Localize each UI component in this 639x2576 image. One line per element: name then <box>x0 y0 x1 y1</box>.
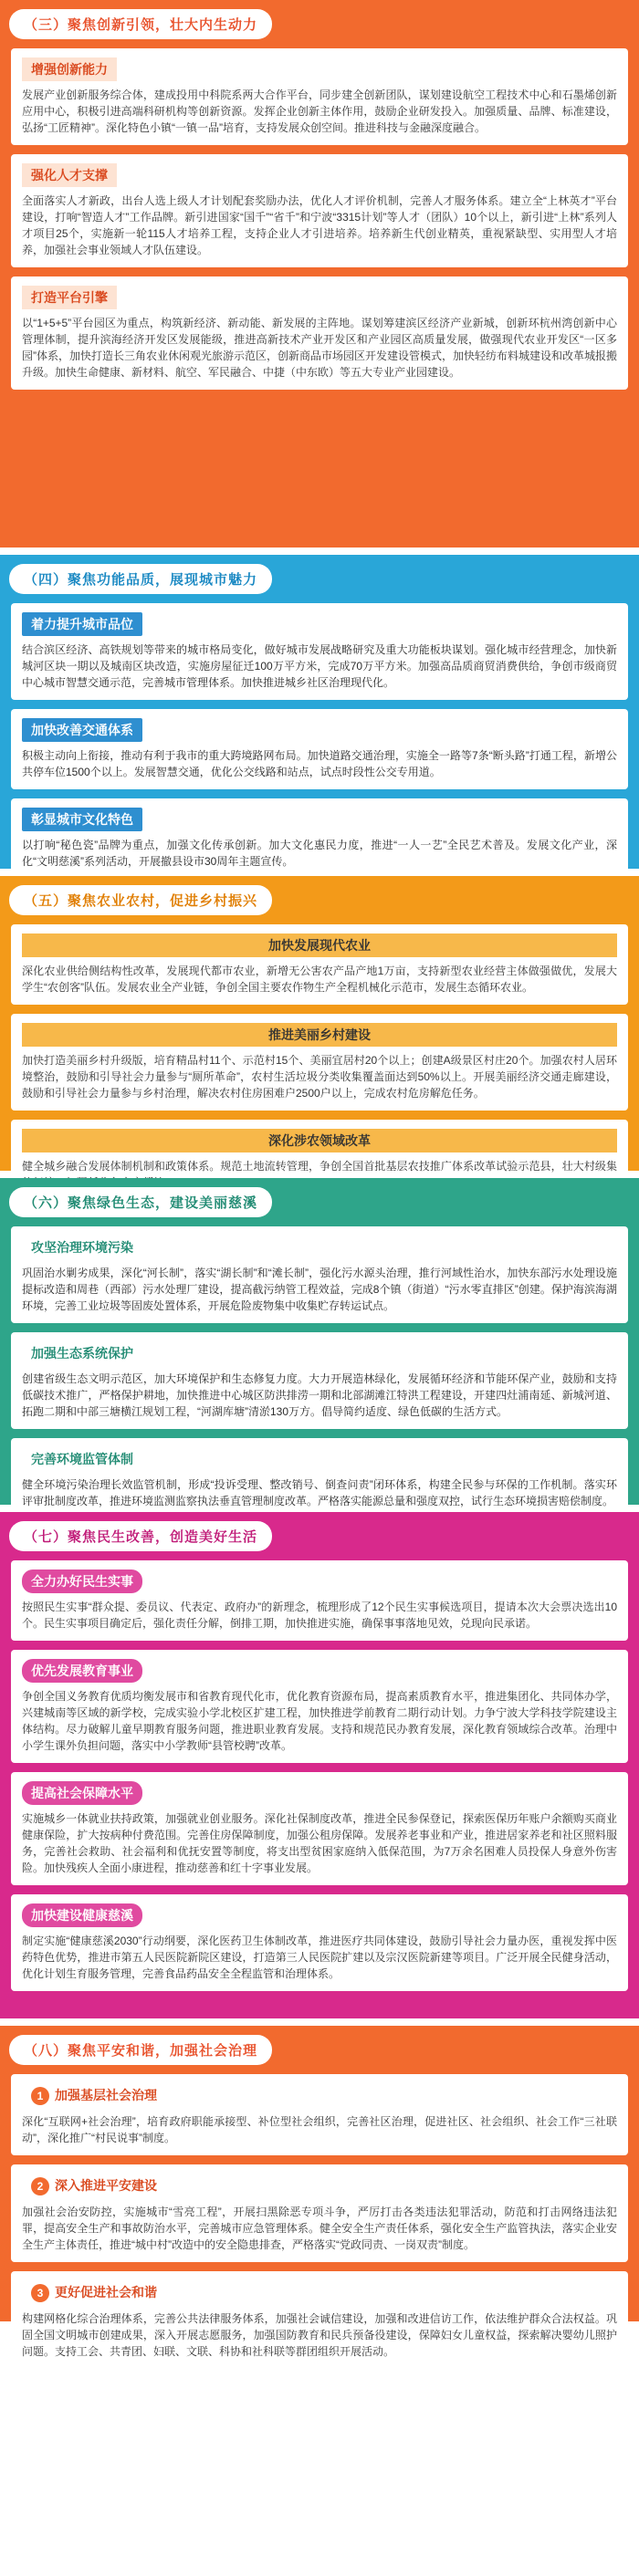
subheading-label: 加强基层社会治理 <box>55 2088 157 2102</box>
content-card <box>11 798 628 879</box>
content-card <box>11 2164 628 2262</box>
content-card <box>11 1894 628 1991</box>
number-badge: 2 <box>31 2177 49 2195</box>
paragraph: 争创全国义务教育优质均衡发展市和省教育现代化市，优化教育资源布局，提高素质教育水平，推进集团化、共同体办学，兴建城南等区域的新学校，完成实验小学北校区扩建工程，加快推进学前教育二期行动计划。力争宁波大学科技学院建设主体结构。尽力破解儿童早期教育服务问题，推进职业教育发展。支持和规范民办教育发展，深化教育领域综合改革。治理中小学生课外负担问题，落实中小学教师“县管校聘”改革。 <box>22 1690 617 1752</box>
paragraph: 创建省级生态文明示范区，加大环境保护和生态修复力度。大力开展造林绿化，发展循环经济和节能环保产业，鼓励和支持低碳技术推广，严格保护耕地，加快推进中心城区防洪排涝一期和北部湖滩江特洪工程建设，开建四灶浦南延、新城河道、拓跑二期和中部三塘横江规划工程，“河湖库塘”清淤130万方。倡导简约适度、绿色低碳的生活方式。 <box>22 1372 617 1418</box>
ribbon-heading: 深化涉农领域改革 <box>22 1129 617 1152</box>
paragraph: 构建网格化综合治理体系，完善公共法律服务体系，加强社会诚信建设，加强和改进信访工作，依法维护群众合法权益。巩固全国文明城市创建成果，深入开展志愿服务，加强国防教育和民兵预备役建设，保障妇女儿童权益，探索解决婴幼儿照护问题。支持工会、共青团、妇联、文联、科协和社科联等群团组织开展活动。 <box>22 2312 617 2358</box>
subheading: 增强创新能力 <box>22 57 117 81</box>
paragraph: 巩固治水剿劣成果，深化“河长制”，落实“湖长制”和“滩长制”，强化污水源头治理，推行河域性治水，加快东部污水处理设施提标改造和周巷（西部）污水处理厂建设，提高截污纳管工程效益，完成8个镇（街道）“污水零直排区”创建。保护海滨海湖环境，完善工业垃圾等固废处置体系，开展危险废物集中收集贮存转运试点。 <box>22 1267 617 1312</box>
paragraph: 深化农业供给侧结构性改革，发展现代都市农业，新增无公害农产品产地1万亩，支持新型农业经营主体做强做优，发展大学生“农创客”队伍。发展农业全产业链，争创全国主要农作物生产全程机械化示范市，发展生态循环农业。 <box>22 965 617 994</box>
content-card <box>11 1226 628 1323</box>
paragraph: 健全环境污染治理长效监管机制，形成“投诉受理、整改销号、倒查问责”闭环体系，构建全民参与环保的工作机制。落实环评审批制度改革，推进环境监测监察执法垂直管理制度改革。严格落实能源总量和强度双控，试行生态环境损害赔偿制度。 <box>22 1478 617 1507</box>
section-title: （八）聚焦平安和谐，加强社会治理 <box>9 2035 272 2065</box>
content-card <box>11 709 628 789</box>
section-title: （六）聚焦绿色生态，建设美丽慈溪 <box>9 1187 272 1217</box>
content-card <box>11 1650 628 1763</box>
section-title: （四）聚焦功能品质，展现城市魅力 <box>9 564 272 594</box>
content-card <box>11 1014 628 1111</box>
subheading: 完善环境监管体制 <box>31 1452 133 1466</box>
paragraph: 发展产业创新服务综合体，建成投用中科院系两大合作平台，同步建全创新团队，谋划建设航空工程技术中心和石墨烯创新应用中心，积极引进高端科研机构等创新资源。发挥企业创新主体作用，鼓励企业研发投入。加强质量、品牌、标准建设，弘扬“工匠精神”。深化特色小镇“一镇一品”培育，支持发展众创空间。推进科技与金融深度融合。 <box>22 89 617 134</box>
subheading: 全力办好民生实事 <box>22 1570 142 1593</box>
paragraph: 深化“互联网+社会治理”，培育政府职能承接型、补位型社会组织，完善社区治理，促进社区、社会组织、社会工作“三社联动”，深化推广“村民说事”制度。 <box>22 2115 617 2144</box>
paragraph: 全面落实人才新政，出台人选上级人才计划配套奖励办法，优化人才评价机制，完善人才服务体系。建立全“上林英才”平台建设，打响“智造人才”工作品牌。新引进国家“国千”“省千”和宁波“3315计划”等人才（团队）10个以上，新引进“上林”系列人才项目25个，实施新一轮115人才培养工程，支持企业人才引进培养。培养新生代创业精英，重视紧缺型、实用型人才培养，加强社会事业领域人才队伍建设。 <box>22 194 617 256</box>
paragraph: 结合滨区经济、高铁规划等带来的城市格局变化，做好城市发展战略研究及重大功能板块谋划。强化城市经营理念，加快新城河区块一期以及城南区块改造，实施房屋征迁100万平方米，完成70万平方米。加强高品质商贸消费供给，争创市级商贸中心城市智慧交通示范，完善城市管理体系。加快推进城乡社区治理现代化。 <box>22 643 617 689</box>
paragraph: 健全城乡融合发展体制机制和政策体系。规范土地流转管理，争创全国首批基层农技推广体系改革试验示范县，壮大村级集 <box>22 1160 617 1173</box>
subheading: 加强生态系统保护 <box>31 1346 133 1361</box>
content-card <box>11 603 628 700</box>
subheading: 加快建设健康慈溪 <box>22 1903 142 1927</box>
subheading <box>22 2174 166 2198</box>
ribbon-heading: 推进美丽乡村建设 <box>22 1023 617 1047</box>
content-card <box>11 1438 628 1518</box>
paragraph: 加强社会治安防控，实施城市“雪亮工程”，开展扫黑除恶专项斗争，严厉打击各类违法犯罪活动，防范和打击网络违法犯罪，提高安全生产和事故防治水平，完善城市应急管理体系。健全安全生产责任体系，强化安全生产监管执法，落实企业安全生产主体责任，推进“城中村”改造中的安全隐患排查，严格落实“党政同责、一岗双责”制度。 <box>22 2206 617 2251</box>
paragraph: 按照民生实事“群众提、委员议、代表定、政府办”的新理念，梳理形成了12个民生实事候选项目，提请本次大会票决选出10个。民生实事项目确定后，强化责任分解，倒排工期，加快推进实施，确保事事落地见效，兑现向民承诺。 <box>22 1601 617 1630</box>
section-innovation <box>0 0 639 548</box>
section-title: （五）聚焦农业农村，促进乡村振兴 <box>9 885 272 915</box>
subheading: 攻坚治理环境污染 <box>31 1240 133 1255</box>
section-city <box>0 555 639 869</box>
subheading: 提高社会保障水平 <box>22 1781 142 1805</box>
content-card <box>11 1560 628 1641</box>
subheading: 加快改善交通体系 <box>22 718 142 742</box>
section-safety <box>0 2026 639 2358</box>
section-agriculture <box>0 876 639 1171</box>
subheading <box>22 2083 166 2108</box>
content-card <box>11 48 628 145</box>
subheading: 打造平台引擎 <box>22 286 117 309</box>
content-card <box>11 2271 628 2369</box>
paragraph: 加快打造美丽乡村升级版，培育精品村11个、示范村15个、美丽宜居村20个以上；创建A级景区村庄20个。加强农村人居环境整治，鼓励和引导社会力量参与“厕所革命”，农村生活垃圾分类收集覆盖面达到50%以上。开展美丽经济交通走廊建设，鼓励和引导社会力量参与乡村治理，解决农村住房困难户2500户以上，完成农村危房解危任务。 <box>22 1054 617 1100</box>
paragraph: 积极主动向上衔接，推动有利于我市的重大跨境路网布局。加快道路交通治理，实施全一路等7条“断头路”打通工程，新增公共停车位1500个以上。发展智慧交通，优化公交线路和站点，试点时段性公交专用道。 <box>22 749 617 778</box>
content-card <box>11 276 628 390</box>
subheading-label: 深入推进平安建设 <box>55 2178 157 2193</box>
paragraph: 以打响“秘色瓷”品牌为重点，加强文化传承创新。加大文化惠民力度，推进“一人一艺”全民艺术普及。发展文化产业，深化“文明慈溪”系列活动，开展撤县设市30周年主题宣传。 <box>22 839 617 868</box>
content-card <box>11 924 628 1005</box>
paragraph: 制定实施“健康慈溪2030”行动纲要，深化医药卫生体制改革，推进医疗共同体建设，鼓励引导社会力量办医，重视发挥中医药特色优势，推进市第五人民医院新院区建设，打造第三人民医院扩建以及宗汉医院新建等项目。广泛开展全民健身活动，优化计划生育服务管理，完善食品药品安全全程监管和治理体系。 <box>22 1935 617 1980</box>
content-card <box>11 154 628 267</box>
subheading: 彰显城市文化特色 <box>22 808 142 831</box>
number-badge: 3 <box>31 2284 49 2302</box>
section-gap <box>0 2018 639 2026</box>
section-ecology <box>0 1178 639 1505</box>
section-gap <box>0 548 639 555</box>
content-card <box>11 1772 628 1885</box>
subheading: 着力提升城市品位 <box>22 612 142 636</box>
subheading: 优先发展教育事业 <box>22 1659 142 1683</box>
section-title: （三）聚焦创新引领，壮大内生动力 <box>9 9 272 39</box>
content-card <box>11 2074 628 2155</box>
paragraph: 实施城乡一体就业扶持政策，加强就业创业服务。深化社保制度改革，推进全民参保登记，探索医保历年账户余额购买商业健康保险，扩大按病种付费范围。完善住房保障制度，加强公租房保障。发展养老事业和产业，推进居家养老和社区照料服务，完善社会救助、社会福利和优抚安置等制度，将支出型贫困家庭纳入低保范围，为7万余名困难人员投保人身意外伤害险。加快残疾人全面小康进程，推动慈善和红十字事业发展。 <box>22 1812 617 1874</box>
number-badge: 1 <box>31 2087 49 2105</box>
section-title: （七）聚焦民生改善，创造美好生活 <box>9 1521 272 1551</box>
paragraph: 以“1+5+5”平台园区为重点，构筑新经济、新动能、新发展的主阵地。谋划筹建滨区经济产业新城，创新环杭州湾创新中心管理体制，提升滨海经济开发区发展能级，推进高新技术产业开发区和产业园区高质量发展，做强现代农业开发区“一区多园”体系，加快打造长三角农业休闲观光旅游示范区，创新商品市场园区开发建设管模式，加快轻纺布料城建设和改革城报搬升级。加快生命健康、新材料、航空、军民融合、中捷（中东欧）等五大专业产业园建设。 <box>22 317 618 379</box>
subheading-label: 更好促进社会和谐 <box>55 2285 157 2300</box>
section-livelihood <box>0 1512 639 2018</box>
ribbon-heading: 加快发展现代农业 <box>22 933 617 957</box>
subheading: 强化人才支撑 <box>22 163 117 187</box>
subheading <box>22 2280 166 2305</box>
content-card <box>11 1332 628 1429</box>
